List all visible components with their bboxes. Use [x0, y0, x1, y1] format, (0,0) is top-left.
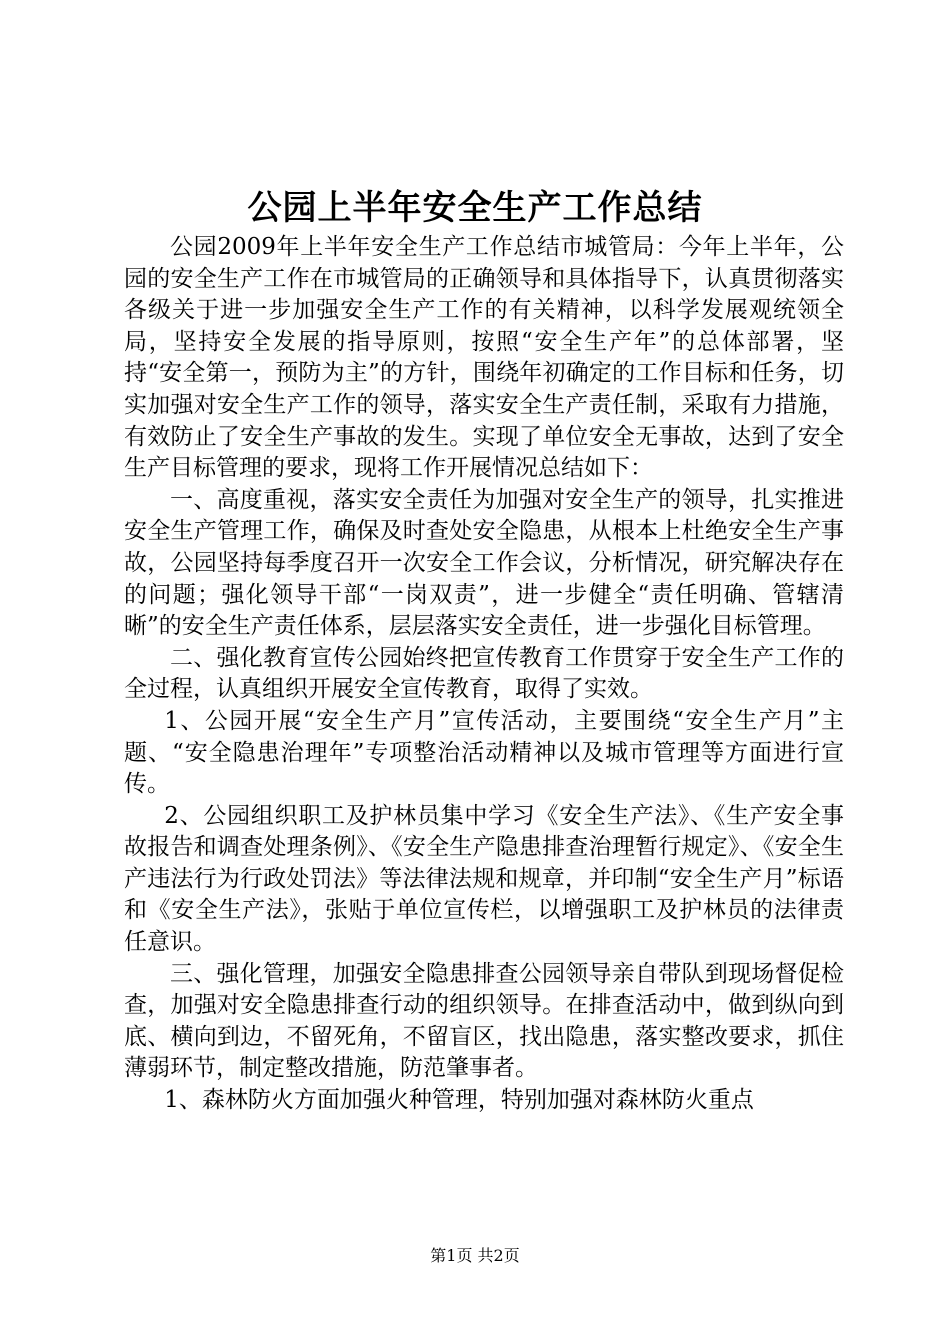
- paragraph-item-2-2: 2、公园组织职工及护林员集中学习《安全生产法》、《生产安全事故报告和调查处理条例》、《安全生产隐患排查治理暂行规定》、《安全生产违法行为行政处罚法》等法律法规和规章，并印制“安全生产月”标语和《安全生产法》，张贴于单位宣传栏，以增强职工及护林员的法律责任意识。: [124, 802, 844, 956]
- paragraph-item-3-1: 1、森林防火方面加强火种管理，特别加强对森林防火重点: [164, 1087, 754, 1114]
- document-body: [124, 232, 844, 1117]
- paragraph-section-1: 一、高度重视，落实安全责任为加强对安全生产的领导，扎实推进安全生产管理工作，确保及时查处安全隐患，从根本上杜绝安全生产事故，公园坚持每季度召开一次安全工作会议，分析情况，研究解决存在的问题；强化领导干部“一岗双责”，进一步健全“责任明确、管辖清晰”的安全生产责任体系，层层落实安全责任，进一步强化目标管理。: [124, 486, 844, 640]
- paragraph-section-3: 三、强化管理，加强安全隐患排查公园领导亲自带队到现场督促检查，加强对安全隐患排查行动的组织领导。在排查活动中，做到纵向到底、横向到边，不留死角，不留盲区，找出隐患，落实整改要求，抓住薄弱环节，制定整改措施，防范肇事者。: [124, 960, 844, 1082]
- paragraph-item-2-1: 1、公园开展“安全生产月”宣传活动，主要围绕“安全生产月”主题、“安全隐患治理年”专项整治活动精神以及城市管理等方面进行宣传。: [124, 707, 844, 798]
- document-title: 公园上半年安全生产工作总结: [247, 188, 703, 228]
- paragraph-section-2: 二、强化教育宣传公园始终把宣传教育工作贯穿于安全生产工作的全过程，认真组织开展安全宣传教育，取得了实效。: [124, 644, 844, 703]
- paragraph-intro: 公园2009年上半年安全生产工作总结市城管局：今年上半年，公园的安全生产工作在市城管局的正确领导和具体指导下，认真贯彻落实各级关于进一步加强安全生产工作的有关精神，以科学发展观统领全局，坚持安全发展的指导原则，按照“安全生产年”的总体部署，坚持“安全第一，预防为主”的方针，围绕年初确定的工作目标和任务，切实加强对安全生产工作的领导，落实安全生产责任制，采取有力措施，有效防止了安全生产事故的发生。实现了单位安全无事故，达到了安全生产目标管理的要求，现将工作开展情况总结如下：: [124, 234, 844, 482]
- page-number-footer: 第1页 共2页: [430, 1246, 520, 1265]
